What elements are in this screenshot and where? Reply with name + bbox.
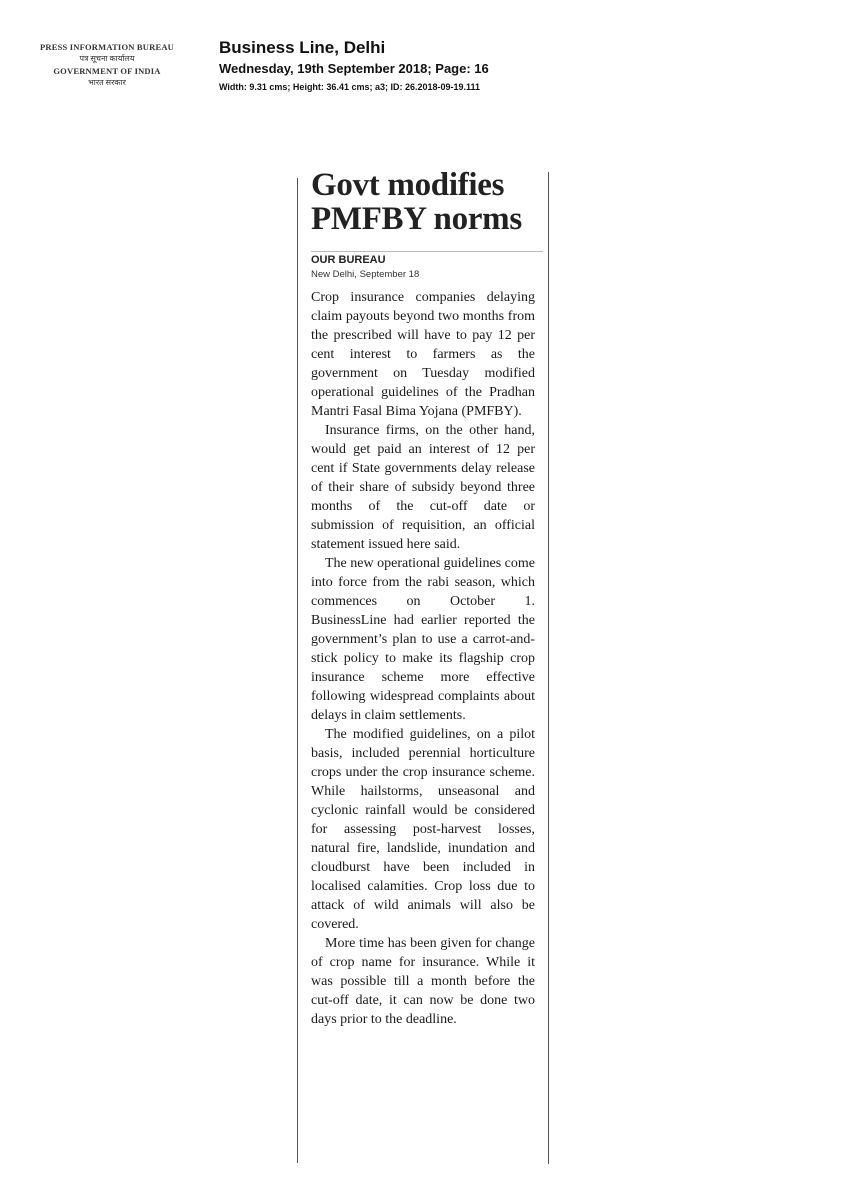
byline: OUR BUREAU <box>311 254 386 266</box>
clipping-dimensions: Width: 9.31 cms; Height: 36.41 cms; a3; ID: 26.2018-09-19.111 <box>219 82 481 92</box>
pib-logo-block <box>22 42 192 88</box>
article-headline: Govt modifies PMFBY norms <box>311 167 522 237</box>
government-name-hindi: भारत सरकार <box>88 78 126 87</box>
publication-header <box>219 38 489 92</box>
bureau-name-hindi: पत्र सूचना कार्यालय <box>79 54 135 63</box>
article-paragraph: More time has been given for change of crop name for insurance. While it was possible till a month before the cut-off date, it can now be done two days prior to the deadline. <box>311 936 535 1027</box>
article-clipping <box>297 162 549 1164</box>
article-body <box>311 288 535 1029</box>
byline-block <box>311 251 543 280</box>
article-paragraph: The modified guidelines, on a pilot basis, included perennial horticulture crops under the crop insurance scheme. While hailstorms, unseasonal and cyclonic rainfall would be considered for assessing post-harvest losses, natural fire, landslide, inundation and cloudburst have been included in localised calamities. Crop loss due to attack of wild animals will also be covered. <box>311 727 535 932</box>
column-rule-right <box>548 172 549 1164</box>
article-paragraph: Insurance firms, on the other hand, would get paid an interest of 12 per cent if State governments delay release of their share of subsidy beyond three months of the cut-off date or submission of requisition, an official statement issued here said. <box>311 423 535 552</box>
dateline: New Delhi, September 18 <box>311 269 420 280</box>
article-paragraph: The new operational guidelines come into force from the rabi season, which commences on October 1. BusinessLine had earlier reported the government’s plan to use a carrot-and-stick policy to make its flagship crop insurance scheme more effective following widespread complaints about delays in claim settlements. <box>311 556 535 723</box>
government-name-english: GOVERNMENT OF INDIA <box>53 66 161 76</box>
bureau-name-english: PRESS INFORMATION BUREAU <box>39 42 175 52</box>
publication-name: Business Line, Delhi <box>219 38 386 57</box>
publication-date-page: Wednesday, 19th September 2018; Page: 16 <box>219 61 489 76</box>
column-rule-left <box>297 178 298 1163</box>
article-paragraph: Crop insurance companies delaying claim payouts beyond two months from the prescribed will have to pay 12 per cent interest to farmers as the government on Tuesday modified operational guidelines of the Pradhan Mantri Fasal Bima Yojana (PMFBY). <box>311 290 535 419</box>
